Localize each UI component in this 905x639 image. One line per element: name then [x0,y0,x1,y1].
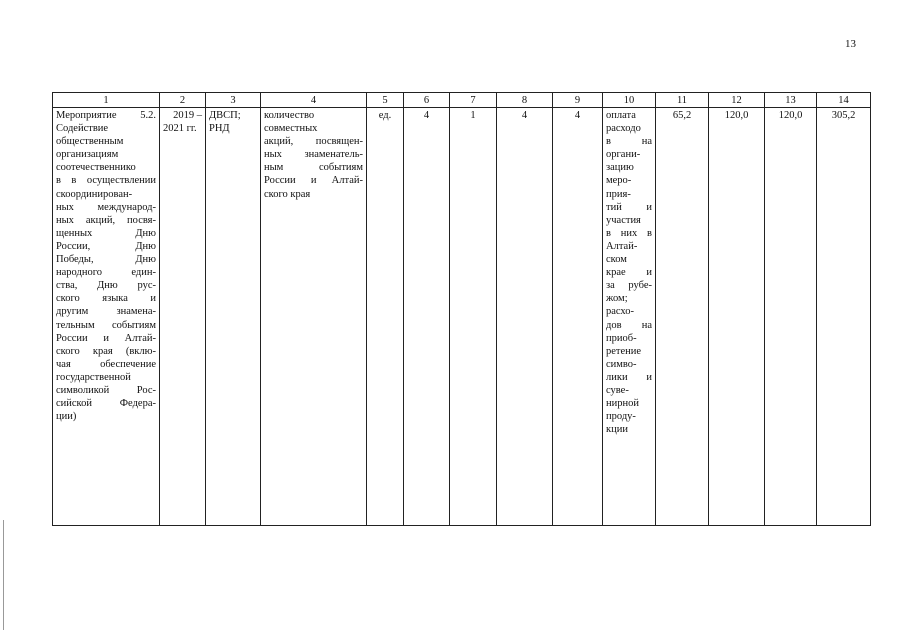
amount-cell: 120,0 [709,108,765,526]
text-line: ском [606,254,627,266]
text-line: дов на [606,319,652,331]
text-line: символикой Рос- [56,384,156,396]
col-header: 4 [261,93,367,108]
col-header: 1 [53,93,160,108]
text-line: кции [606,424,628,436]
period-cell [160,108,206,526]
text-line: оплата [606,110,636,121]
header-row [53,93,871,108]
text-line: прия- [606,188,631,200]
col-header: 6 [404,93,450,108]
text-line: Алтай- [606,240,638,252]
col-header: 5 [367,93,404,108]
text-line: ДВСП; [209,110,241,121]
text-line: расхо- [606,306,635,318]
text-line: России и Алтай- [264,175,363,187]
text-line: РНД [209,123,230,135]
text-line: суве- [606,384,629,396]
col-header: 13 [765,93,817,108]
program-table [52,92,871,526]
indicator-cell [261,108,367,526]
text-line: ретение [606,345,642,357]
text-line: Содействие [56,123,109,135]
text-line: 2019 – [173,110,202,121]
text-line: 2021 гг. [163,123,197,135]
text-line: Мероприятие 5.2. [56,110,156,121]
text-line: ных акций, посвя- [56,214,156,226]
text-line: лики и [606,371,652,383]
text-line: нирной [606,398,639,410]
col-header: 7 [450,93,497,108]
col-header: 9 [553,93,603,108]
text-line: в них в [606,227,652,239]
text-line: ции) [56,411,77,423]
col-header: 3 [206,93,261,108]
text-line: ных знаменатель- [264,149,363,161]
text-line: Победы, Дню [56,254,156,266]
table-row [53,108,871,526]
text-line: в на [606,136,652,148]
text-line: меро- [606,175,632,187]
text-line: участия [606,214,641,226]
text-line: совместных [264,123,318,135]
text-line: России, Дню [56,240,156,252]
col-header: 8 [497,93,553,108]
amount-cell: 305,2 [817,108,871,526]
expense-cell [603,108,656,526]
text-line: России и Алтай- [56,332,156,344]
text-line: ского края (вклю- [56,345,156,357]
text-line: сийской Федера- [56,398,156,410]
scan-edge-mark [3,520,4,630]
value-cell: 4 [497,108,553,526]
text-line: за рубе- [606,280,652,292]
text-line: государственной [56,371,131,383]
page-number: 13 [845,38,856,50]
value-cell: 4 [404,108,450,526]
col-header: 11 [656,93,709,108]
col-header: 2 [160,93,206,108]
amount-cell: 65,2 [656,108,709,526]
text-line: чая обеспечение [56,358,156,370]
value-cell: 1 [450,108,497,526]
text-line: общественным [56,136,124,148]
text-line: в в осуществлении [56,175,156,187]
value-cell: 4 [553,108,603,526]
text-line: ным событиям [264,162,363,174]
text-line: симво- [606,358,637,370]
text-line: тельным событиям [56,319,156,331]
text-line: жом; [606,293,628,305]
text-line: организациям [56,149,119,161]
unit-cell: ед. [367,108,404,526]
text-line: акций, посвящен- [264,136,363,148]
text-line: ского края [264,188,311,200]
col-header: 10 [603,93,656,108]
text-line: ского языка и [56,293,156,305]
col-header: 14 [817,93,871,108]
executor-cell [206,108,261,526]
text-line: зацию [606,162,634,174]
text-line: тий и [606,201,652,213]
measure-cell [53,108,160,526]
text-line: ных международ- [56,201,156,213]
text-line: проду- [606,411,636,423]
text-line: количество [264,110,315,121]
text-line: щенных Дню [56,227,156,239]
text-line: народного един- [56,267,156,279]
text-line: органи- [606,149,641,161]
col-header: 12 [709,93,765,108]
amount-cell: 120,0 [765,108,817,526]
text-line: другим знамена- [56,306,156,318]
text-line: соотечественнико [56,162,136,174]
text-line: расходо [606,123,641,135]
text-line: крае и [606,267,652,279]
text-line: ства, Дню рус- [56,280,156,292]
text-line: приоб- [606,332,637,344]
text-line: скоординирован- [56,188,133,200]
